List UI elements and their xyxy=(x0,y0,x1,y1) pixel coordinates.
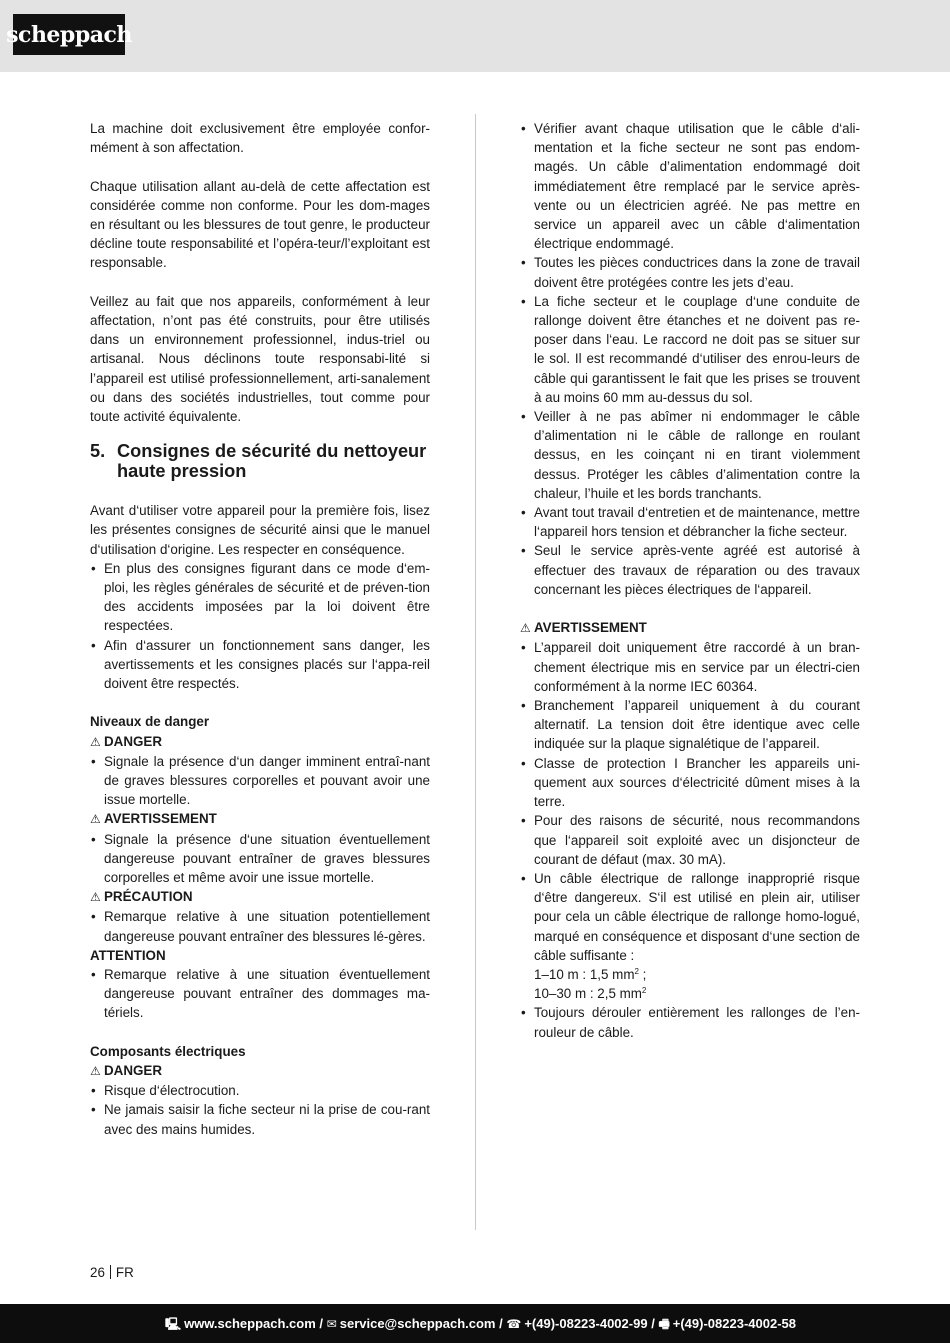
list-item: • Branchement l’appareil uniquement à du courant alternatif. La tension doit être identique avec celle indiquée sur la plaque signalétique de l’appareil. xyxy=(520,696,860,754)
cable-spec-1: 1–10 m : 1,5 mm xyxy=(534,966,635,982)
left-column xyxy=(90,119,430,1139)
list-item: • Ne jamais saisir la fiche secteur ni la prise de cou-rant avec des mains humides. xyxy=(90,1100,430,1138)
safety-list xyxy=(520,119,860,599)
list-item: • Remarque relative à une situation potentiellement dangereuse pouvant entraîner des blessures lé-gères. xyxy=(90,907,430,945)
scheppach-logo: scheppach xyxy=(13,14,125,55)
electrical-components-heading: Composants électriques xyxy=(90,1043,246,1059)
list-item: • Classe de protection I Brancher les appareils uni-quement aux sources d‘électricité dûment mises à la terre. xyxy=(520,754,860,812)
section-heading xyxy=(90,441,430,481)
warning-triangle-icon: ⚠ xyxy=(520,621,531,636)
danger-label: ⚠ DANGER xyxy=(90,732,430,752)
warning-triangle-icon: ⚠ xyxy=(90,734,101,749)
language-code: FR xyxy=(115,1265,134,1280)
page-header xyxy=(0,0,950,72)
fax-number: +(49)-08223-4002-58 xyxy=(672,1316,796,1331)
exponent: 2 xyxy=(634,966,639,976)
paragraph: La machine doit exclusivement être employée confor-mément à son affectation. xyxy=(90,121,430,156)
right-column xyxy=(520,119,860,1042)
mail-icon: ✉ xyxy=(326,1317,337,1331)
contact-footer xyxy=(0,1304,950,1343)
list-item: • Un câble électrique de rallonge inapproprié risque d‘être dangereux. S‘il est utilisé en plein air, utiliser pour cela un câble électrique de rallonge homo-logué, marqué en conséquence et disposant d‘une section de câble suffisante : 1–10 m : 1,5 $mm^2$ ; 10–30 m : 2,5 $mm^2$ xyxy=(520,869,860,1003)
warning-triangle-icon: ⚠ xyxy=(90,1064,101,1079)
column-divider xyxy=(475,114,476,1230)
intro-list xyxy=(90,559,430,693)
website-link[interactable]: www.scheppach.com xyxy=(184,1316,316,1331)
fax-icon: 🖷 xyxy=(658,1317,670,1331)
section-number: 5. xyxy=(90,441,106,462)
warning-triangle-icon: ⚠ xyxy=(90,890,101,905)
exponent: 2 xyxy=(641,986,647,996)
paragraph: Chaque utilisation allant au-delà de cette affectation est considérée comme non conforme. Pour les dom-mages en résultant ou les blessures de tout genre, le producteur décline toute responsabilité et l’opéra-teur/l’exploitant est responsable. xyxy=(90,178,430,271)
warning-label: ⚠ AVERTISSEMENT xyxy=(520,618,860,638)
monitor-icon: 🖳 xyxy=(165,1317,182,1331)
list-item: • Pour des raisons de sécurité, nous recommandons que l‘appareil soit exploité avec un disjoncteur de courant de défaut (max. 30 mA). xyxy=(520,811,860,869)
phone-number: +(49)-08223-4002-99 xyxy=(524,1316,648,1331)
list-item: • Seul le service après-vente agréé est autorisé à effectuer des travaux de réparation ou des travaux concernant les pièces électriques de l‘appareil. xyxy=(520,541,860,599)
page-footer-number xyxy=(90,1265,134,1281)
cable-spec-2: 10–30 m : 2,5 mm xyxy=(534,986,642,1002)
phone-icon: ☎ xyxy=(506,1317,522,1331)
electrical-list xyxy=(90,1081,430,1139)
list-item: • L’appareil doit uniquement être raccordé à un bran-chement électrique mis en service par un électri-cien conformément à la norme IEC 60364. xyxy=(520,638,860,696)
attention-label: ATTENTION xyxy=(90,947,166,963)
warning-triangle-icon: ⚠ xyxy=(90,812,101,827)
electrical-warning-list xyxy=(520,638,860,1041)
list-item: • Risque d‘électrocution. xyxy=(90,1081,430,1100)
list-item: • La fiche secteur et le couplage d‘une conduite de rallonge doivent être étanches et ne doivent pas re-poser dans l‘eau. Le raccord ne doit pas se situer sur le sol. Il est recommandé d‘utiliser des enrou-leurs de câble qui garantissent le fait que les prises se trouvent à au moins 60 mm au-dessus du sol. xyxy=(520,292,860,407)
list-item: • Signale la présence d‘un danger imminent entraî-nant de graves blessures corporelles et pouvant avoir une issue mortelle. xyxy=(90,752,430,810)
danger-levels-heading: Niveaux de danger xyxy=(90,714,210,730)
extension-cable-text: Un câble électrique de rallonge inapproprié risque d‘être dangereux. S‘il est utilisé en plein air, utiliser pour cela un câble électrique de rallonge homo-logué, marqué en conséquence et disposant d‘une section de câble suffisante : xyxy=(534,870,860,963)
section-title: Consignes de sécurité du nettoyeur haute pression xyxy=(117,441,427,482)
list-item: • Toujours dérouler entièrement les rallonges de l’en-rouleur de câble. xyxy=(520,1003,860,1041)
page-number: 26 xyxy=(90,1265,105,1280)
contact-info: 🖳 www.scheppach.com / ✉ service@scheppach.com / ☎ +(49)-08223-4002-99 / 🖷 +(49)-08223-4002-58 xyxy=(165,1316,796,1331)
list-item: • Vérifier avant chaque utilisation que le câble d‘ali-mentation et la fiche secteur ne sont pas endom-magés. Un câble d’alimentation endommagé doit immédiatement être remplacé par le service après-vente ou un électricien agréé. Ne pas mettre en service un appareil avec un câble d‘alimentation électrique endommagé. xyxy=(520,119,860,253)
paragraph: Veillez au fait que nos appareils, conformément à leur affectation, n’ont pas été construits, pour être utilisés dans un environnement professionnel, indus-triel ou artisanal. Nous déclinons toute responsabi-lité si l’appareil est utilisé professionnellement, arti-sanalement ou dans des sociétés industrielles, tout comme pour toute activité équivalente. xyxy=(90,293,430,425)
list-item: • Signale la présence d‘une situation éventuellement dangereuse pouvant entraîner de graves blessures corporelles et même avoir une issue mortelle. xyxy=(90,830,430,888)
email-link[interactable]: service@scheppach.com xyxy=(339,1316,496,1331)
list-item: • Afin d‘assurer un fonctionnement sans danger, les avertissements et les consignes placés sur l‘appa-reil doivent être respectés. xyxy=(90,636,430,694)
list-item: • Remarque relative à une situation éventuellement dangereuse pouvant entraîner des dommages ma-tériels. xyxy=(90,965,430,1023)
list-item: • Avant tout travail d‘entretien et de maintenance, mettre l‘appareil hors tension et débrancher la fiche secteur. xyxy=(520,503,860,541)
intro-paragraph: Avant d‘utiliser votre appareil pour la première fois, lisez les présentes consignes de sécurité ainsi que le manuel d‘utilisation d‘origine. Les respecter en conséquence. xyxy=(90,503,430,557)
warning-label: ⚠ AVERTISSEMENT xyxy=(90,809,430,829)
list-item: • Toutes les pièces conductrices dans la zone de travail doivent être protégées contre les jets d’eau. xyxy=(520,253,860,291)
danger-label: ⚠ DANGER xyxy=(90,1061,430,1081)
page-separator xyxy=(110,1265,111,1279)
caution-label: ⚠ PRÉCAUTION xyxy=(90,887,430,907)
list-item: • Veiller à ne pas abîmer ni endommager le câble d’alimentation ni le câble de rallonge en roulant dessus, en les coinçant ni en tirant violemment dessus. Protéger les câbles d’alimentation contre la chaleur, l’huile et les bords tranchants. xyxy=(520,407,860,503)
list-item: • En plus des consignes figurant dans ce mode d‘em-ploi, les règles générales de sécurité et de préven-tion des accidents imposées par la loi doivent être respectées. xyxy=(90,559,430,636)
